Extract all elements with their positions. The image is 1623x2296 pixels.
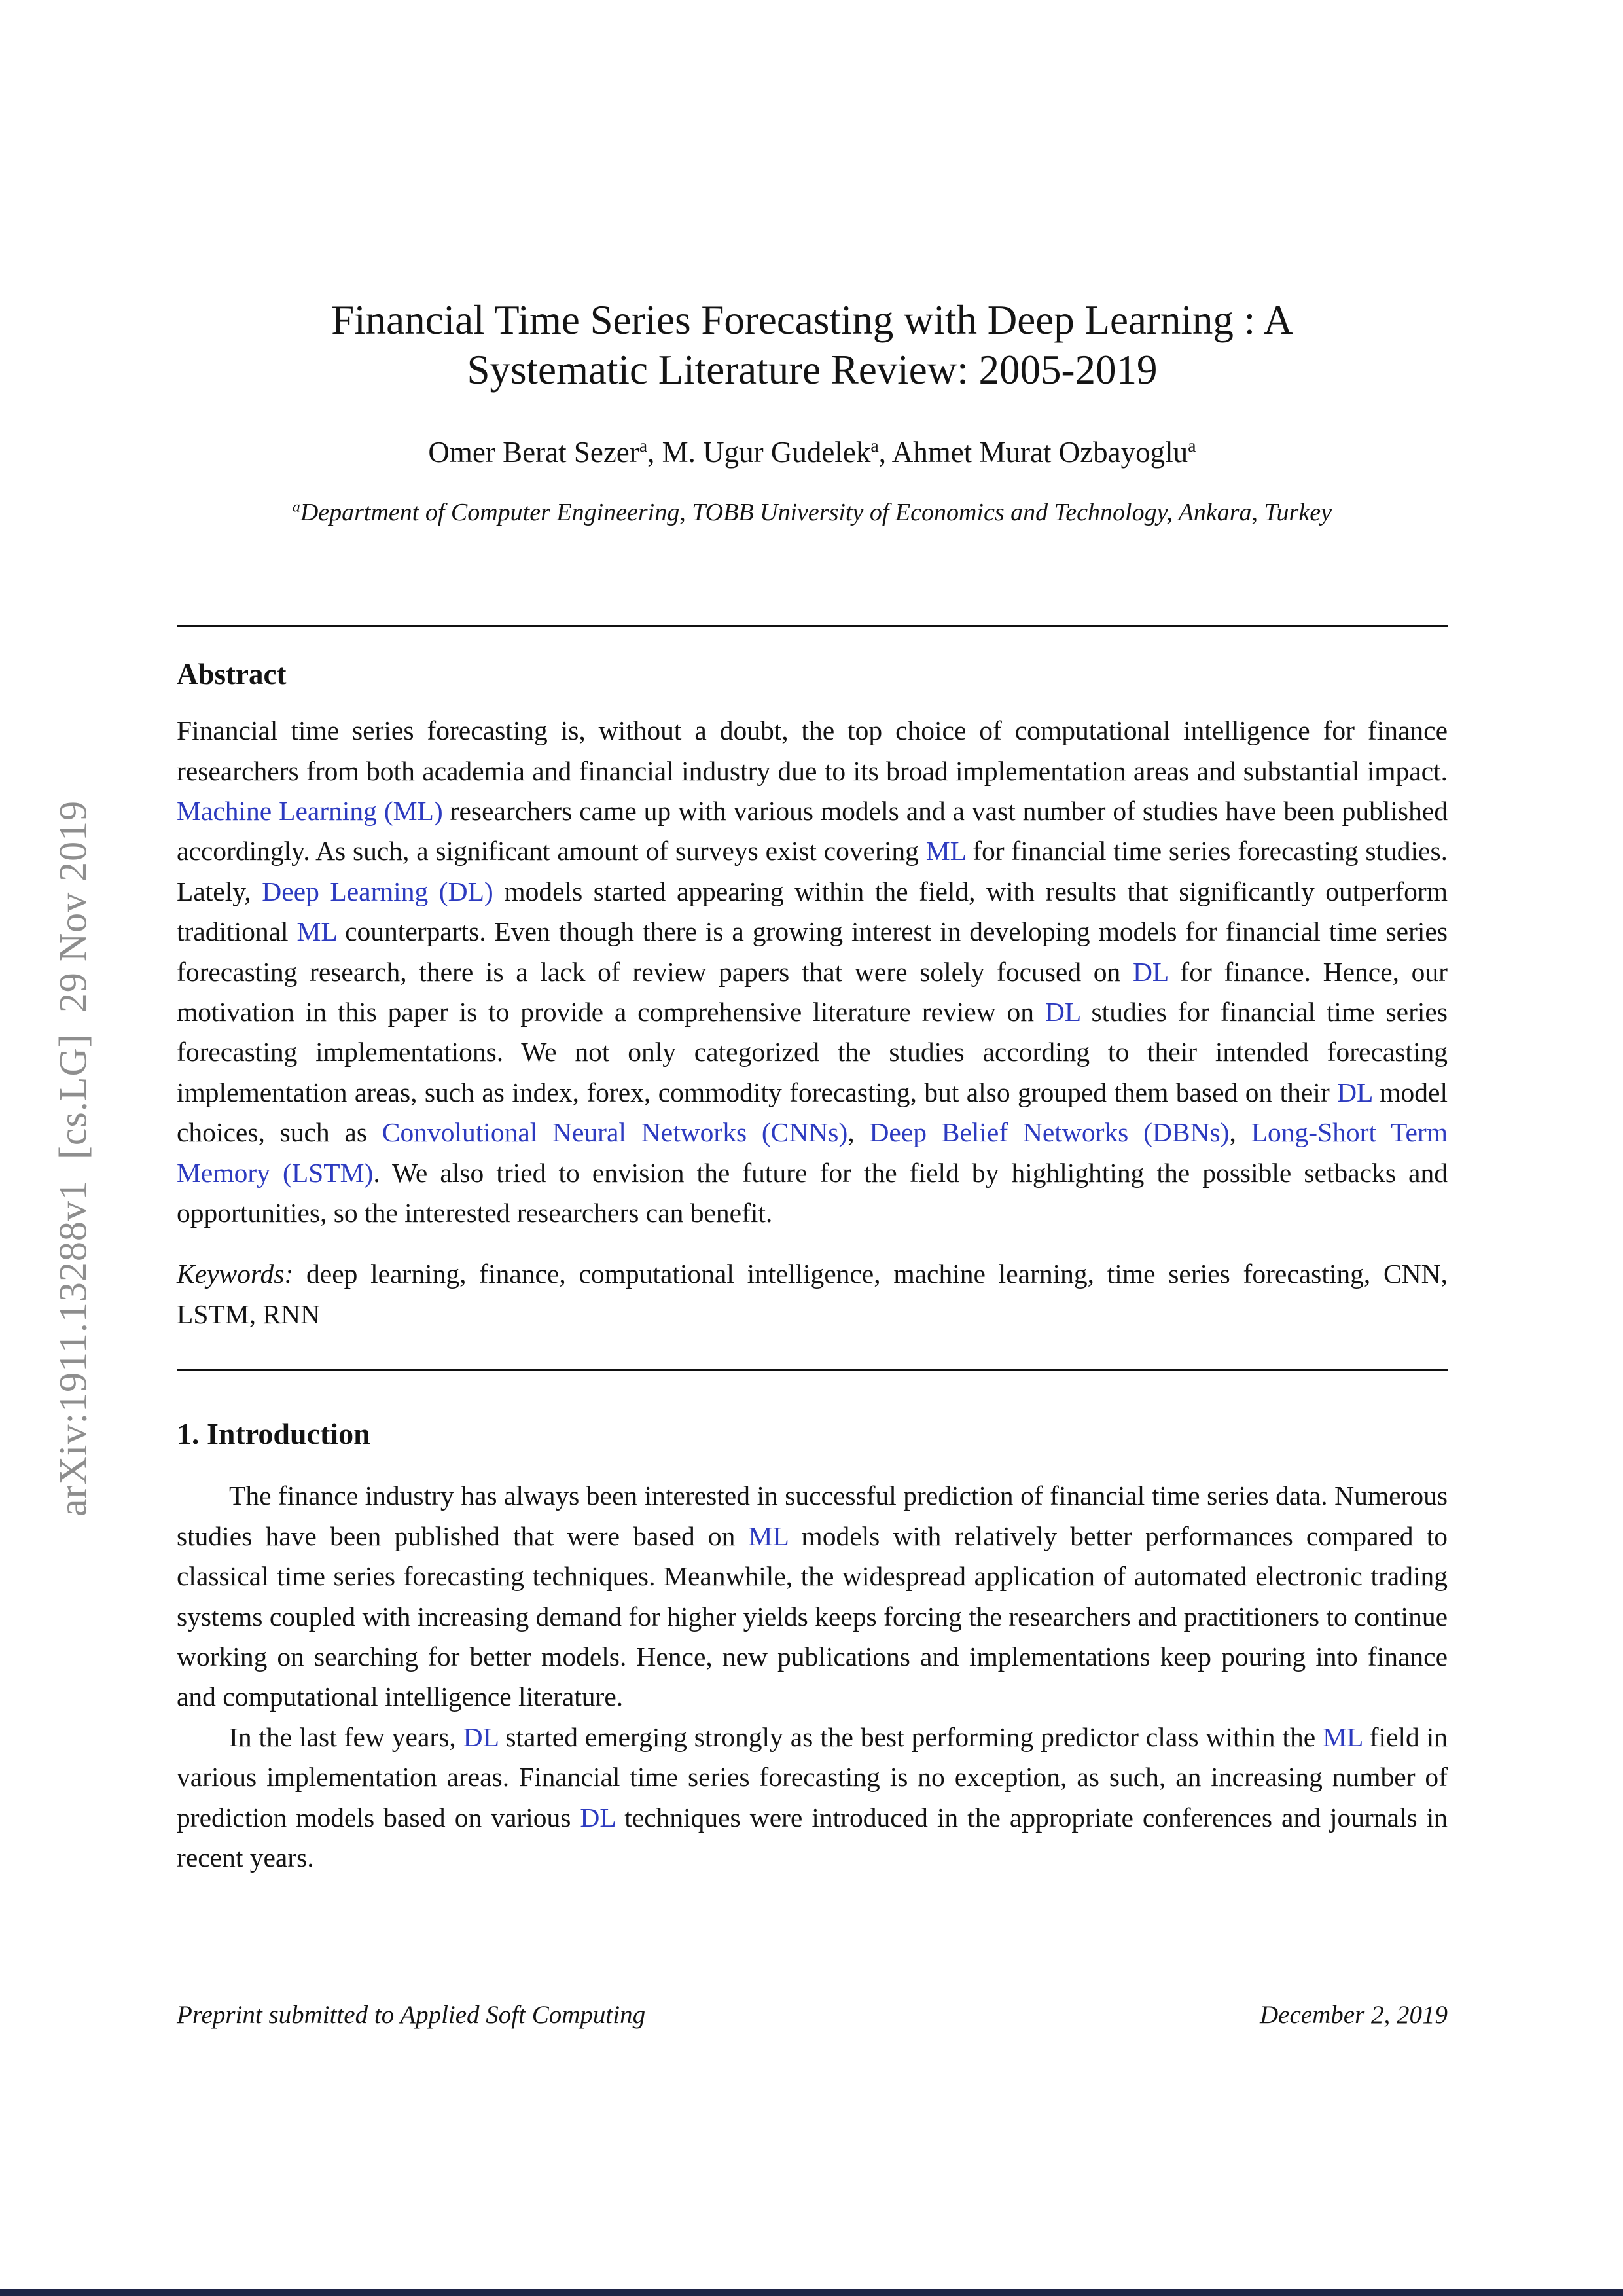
- page-footer: [177, 2000, 1448, 2030]
- paper-title-line2: Systematic Literature Review: 2005-2019: [467, 346, 1158, 393]
- paper-content: [177, 0, 1448, 1878]
- inline-ref-link[interactable]: Deep Learning (DL): [262, 876, 493, 906]
- inline-ref-link[interactable]: Machine Learning (ML): [177, 796, 443, 826]
- arxiv-watermark: arXiv:1911.13288v1 [cs.LG] 29 Nov 2019: [51, 800, 95, 1517]
- inline-ref-link[interactable]: DL: [1132, 956, 1168, 987]
- footer-date: December 2, 2019: [1260, 2001, 1448, 2029]
- paper-title-line1: Financial Time Series Forecasting with Deep Learning : A: [331, 297, 1293, 343]
- authors-line: Omer Berat Sezer$^a$, M. Ugur Gudelek$^a$, Ahmet Murat Ozbayoglu$^a$: [428, 436, 1196, 469]
- intro-paragraph-2: In the last few years, DL started emerging strongly as the best performing predictor class within the ML field in various implementation areas. Financial time series forecasting is no exception, as such, an increasing number of prediction models based on various DL techniques were introduced in the appropriate conferences and journals in recent years.: [177, 1721, 1448, 1873]
- inline-ref-link[interactable]: Long-Short Term Memory (LSTM): [177, 1117, 1448, 1188]
- paper-title: [177, 296, 1448, 395]
- divider-bottom: [177, 1369, 1448, 1371]
- divider-top: [177, 625, 1448, 627]
- inline-ref-link[interactable]: ML: [1323, 1721, 1363, 1752]
- inline-ref-link[interactable]: Convolutional Neural Networks (CNNs): [382, 1117, 848, 1148]
- inline-ref-link[interactable]: DL: [1337, 1077, 1372, 1107]
- inline-ref-link[interactable]: DL: [463, 1721, 499, 1752]
- affiliation-line: $^a$Department of Computer Engineering, TOBB University of Economics and Technology, Ankara, Turkey: [293, 498, 1332, 527]
- abstract-body: Financial time series forecasting is, without a doubt, the top choice of computational intelligence for finance researchers from both academia and financial industry due to its broad implementation areas and substantial impact. Machine Learning (ML) researchers came up with various models and a vast number of studies have been published accordingly. As such, a significant amount of surveys exist covering ML for financial time series forecasting studies. Lately, Deep Learning (DL) models started appearing within the field, with results that significantly outperform traditional ML counterparts. Even though there is a growing interest in developing models for financial time series forecasting research, there is a lack of review papers that were solely focused on DL for finance. Hence, our motivation in this paper is to provide a comprehensive literature review on DL studies for financial time series forecasting implementations. We not only categorized the studies according to their intended forecasting implementation areas, such as index, forex, commodity forecasting, but also grouped them based on their DL model choices, such as Convolutional Neural Networks (CNNs), Deep Belief Networks (DBNs), Long-Short Term Memory (LSTM). We also tried to envision the future for the field by highlighting the possible setbacks and opportunities, so the interested researchers can benefit.: [177, 715, 1448, 1229]
- section-heading-introduction: 1. Introduction: [177, 1417, 370, 1451]
- inline-ref-link[interactable]: ML: [925, 836, 966, 867]
- inline-ref-link[interactable]: ML: [748, 1520, 789, 1551]
- bottom-strip: [0, 2289, 1623, 2296]
- inline-ref-link[interactable]: Deep Belief Networks (DBNs): [869, 1117, 1230, 1148]
- intro-paragraph-1: The finance industry has always been interested in successful prediction of financial time series data. Numerous studies have been published that were based on ML models with relatively better performances compared to classical time series forecasting techniques. Meanwhile, the widespread application of automated electronic trading systems coupled with increasing demand for higher yields keeps forcing the researchers and practitioners to continue working on searching for better models. Hence, new publications and implementations keep pouring into finance and computational intelligence literature.: [177, 1480, 1448, 1712]
- inline-ref-link[interactable]: DL: [580, 1802, 616, 1833]
- inline-ref-link[interactable]: DL: [1044, 997, 1080, 1028]
- abstract-heading: Abstract: [177, 658, 287, 691]
- keywords-line: Keywords: deep learning, finance, computational intelligence, machine learning, time series forecasting, CNN, LSTM, RNN: [177, 1259, 1448, 1329]
- footer-submission-note: Preprint submitted to Applied Soft Computing: [177, 2001, 646, 2029]
- inline-ref-link[interactable]: ML: [296, 916, 337, 947]
